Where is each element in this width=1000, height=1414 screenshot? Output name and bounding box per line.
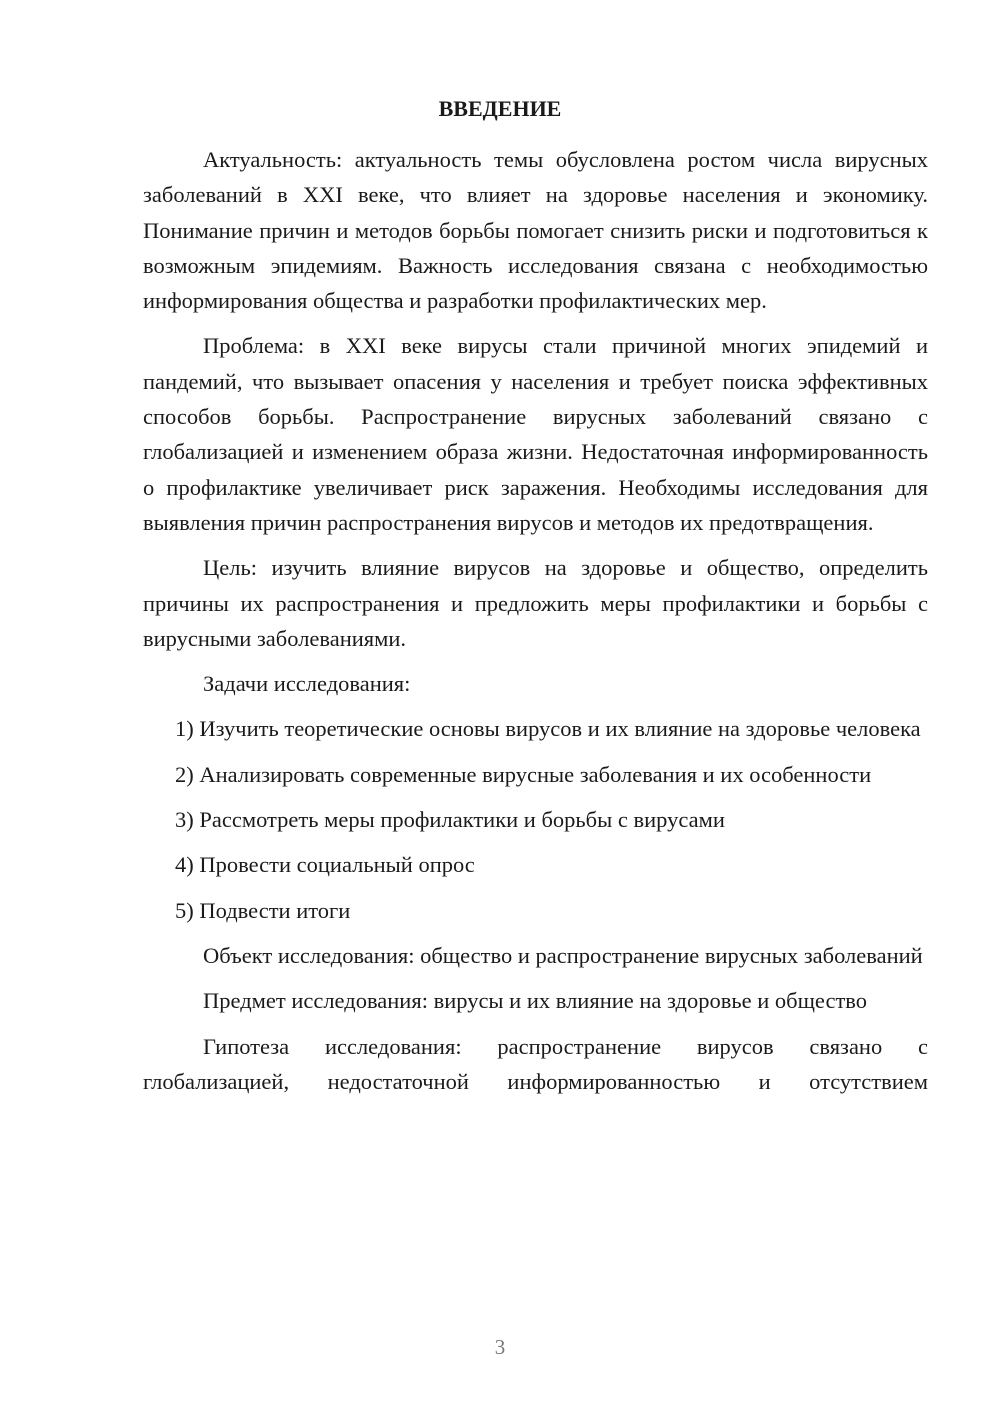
document-body [143,142,928,1099]
tasks-heading: Задачи исследования: [203,671,411,697]
task-item: 4) Провести социальный опрос [175,852,475,878]
page-number: 3 [494,1335,506,1359]
task-item: 1) Изучить теоретические основы вирусов и их влияние на здоровье человека [175,716,921,742]
task-item: 3) Рассмотреть меры профилактики и борьбы с вирусами [175,807,725,833]
task-item: 2) Анализировать современные вирусные заболевания и их особенности [175,761,872,787]
paragraph-subject: Предмет исследования: вирусы и их влияние на здоровье и общество [203,988,867,1014]
section-title: ВВЕДЕНИЕ [438,96,562,121]
paragraph-relevance: Актуальность: актуальность темы обусловлена ростом числа вирусных заболеваний в XXI веке, что влияет на здоровье населения и экономику. Понимание причин и методов борьбы помогает снизить риски и подготовиться к возможным эпидемиям. Важность исследования связана с необходимостью информирования общества и разработки профилактических мер. [143,147,928,314]
task-item: 5) Подвести итоги [175,897,351,923]
paragraph-hypothesis: Гипотеза исследования: распространение вирусов связано с глобализацией, недостаточной информированностью и отсутствием [143,1033,928,1094]
paragraph-object: Объект исследования: общество и распространение вирусных заболеваний [203,942,923,968]
paragraph-goal: Цель: изучить влияние вирусов на здоровье и общество, определить причины их распространения и предложить меры профилактики и борьбы с вирусными заболеваниями. [143,555,928,651]
paragraph-problem: Проблема: в XXI веке вирусы стали причиной многих эпидемий и пандемий, что вызывает опасения у населения и требует поиска эффективных способов борьбы. Распространение вирусных заболеваний связано с глобализацией и изменением образа жизни. Недостаточная информированность о профилактике увеличивает риск заражения. Необходимы исследования для выявления причин распространения вирусов и методов их предотвращения. [143,333,928,535]
